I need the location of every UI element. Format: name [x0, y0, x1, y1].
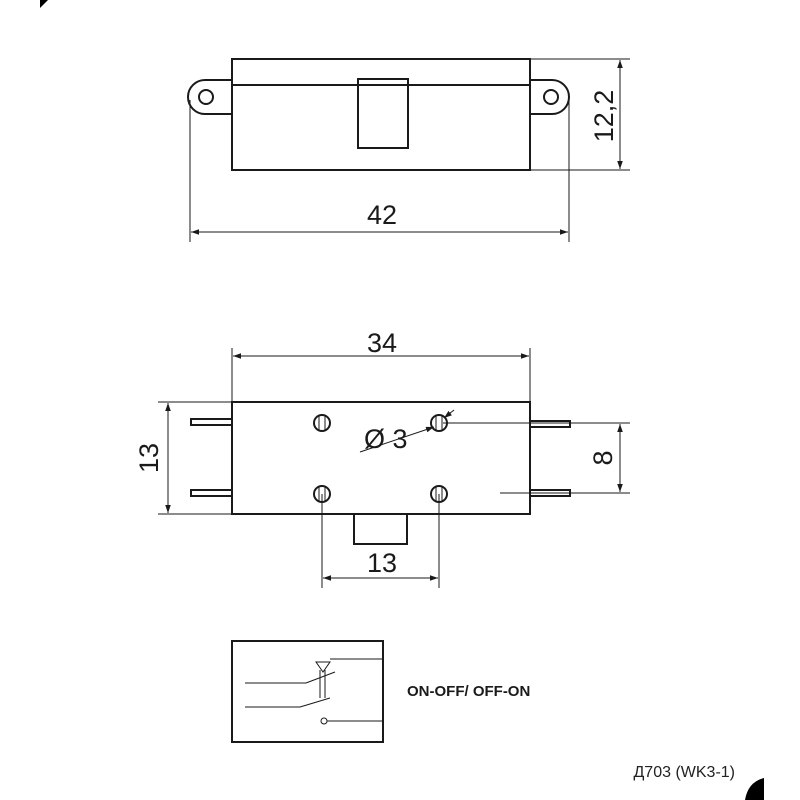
- schematic-frame: [232, 641, 383, 742]
- switch-body-bottom: [232, 402, 530, 514]
- pin-right-top: [530, 421, 570, 427]
- switch-schematic: [232, 641, 383, 742]
- dim-label-pin-spacing-8: 8: [588, 450, 618, 466]
- schematic-actuator-triangle: [316, 662, 330, 672]
- corner-mark-bottom-right: [745, 778, 764, 800]
- dim-label-height-12-2: 12,2: [589, 89, 619, 143]
- top-view: [188, 59, 630, 242]
- pin-left-top: [191, 419, 232, 425]
- right-mounting-ear: [530, 80, 569, 114]
- schematic-second-blade: [300, 698, 330, 707]
- dim-label-width-42: 42: [366, 200, 398, 230]
- dim-label-height-13: 13: [134, 442, 164, 474]
- bottom-view: [134, 328, 630, 588]
- dim-label-hole-spacing-13: 13: [366, 548, 398, 578]
- actuator: [358, 79, 408, 148]
- model-label: Д703 (WK3-1): [633, 764, 735, 781]
- dim-label-width-34: 34: [366, 328, 398, 358]
- schematic-caption: ON-OFF/ OFF-ON: [407, 683, 531, 700]
- pin-left-bottom: [191, 490, 232, 496]
- left-mounting-ear: [188, 80, 232, 114]
- schematic-open-contact: [321, 718, 327, 724]
- corner-mark-top-left: [40, 0, 48, 8]
- dim-label-hole-diameter: Ø 3: [364, 424, 408, 454]
